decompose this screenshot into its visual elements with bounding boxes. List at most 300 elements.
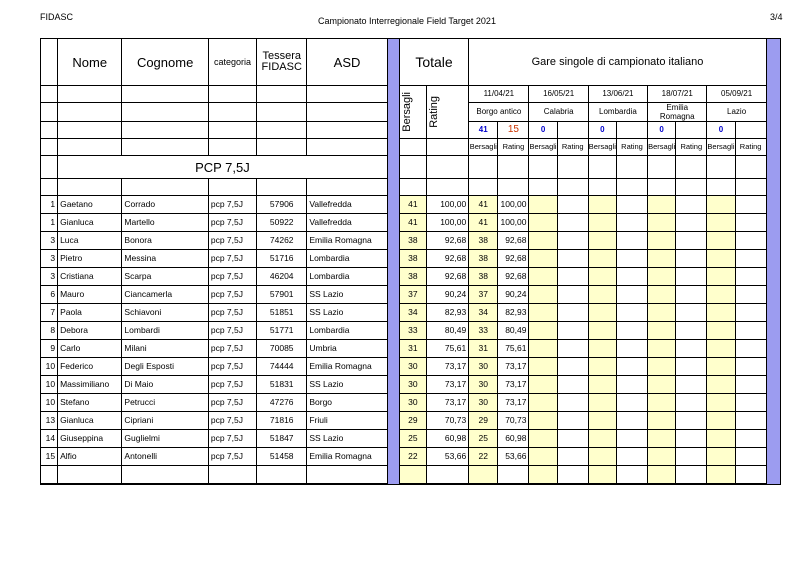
event-rating-cell [616,412,647,430]
club-cell: Lombardia [307,322,387,340]
event-bersagli-cell [529,322,557,340]
totale-bersagli-label: Bersagli [400,92,413,132]
category-cell: pcp 7,5J [208,196,256,214]
event-rating-cell: 100,00 [498,214,529,232]
position-cell: 1 [41,196,58,214]
last-name-cell: Di Maio [122,376,208,394]
event-rating-cell [735,232,766,250]
event-rating-cell [676,430,707,448]
club-cell: Friuli [307,412,387,430]
club-cell: Vallefredda [307,196,387,214]
event-rating-cell: 73,17 [498,358,529,376]
total-rating-cell: 73,17 [426,358,468,376]
total-rating-cell: 92,68 [426,232,468,250]
position-cell: 10 [41,376,58,394]
event-rating-cell [557,394,588,412]
event-rating-cell [676,358,707,376]
event-rating-cell [676,412,707,430]
sub-label-rating: Rating [557,139,588,156]
total-rating-cell: 73,17 [426,394,468,412]
membership-cell: 57906 [257,196,307,214]
position-cell: 3 [41,268,58,286]
event-bersagli-cell [588,448,616,466]
event-rating-cell [616,340,647,358]
sub-label-bersagli: Bersagli [469,139,498,156]
event-rating-cell [616,196,647,214]
event-bersagli-cell [707,322,735,340]
event-rating-cell [616,448,647,466]
event-rating-cell [735,358,766,376]
category-cell: pcp 7,5J [208,412,256,430]
club-cell: Lombardia [307,250,387,268]
event-bersagli-cell [707,358,735,376]
first-name-cell: Carlo [58,340,122,358]
event-bersagli-cell [707,448,735,466]
event-rating-cell [557,340,588,358]
club-cell: SS Lazio [307,286,387,304]
total-rating-cell: 100,00 [426,196,468,214]
event-rating-cell: 92,68 [498,268,529,286]
col-header-totale: Totale [399,39,468,86]
table-row [41,358,781,376]
table-row [41,412,781,430]
event-bersagli-cell [529,340,557,358]
event-bersagli-cell [588,250,616,268]
event-bersagli-cell [648,214,676,232]
event-location: Borgo antico [469,103,529,122]
event-bersagli-count: 0 [529,122,557,139]
total-bersagli-cell: 38 [399,268,426,286]
event-bersagli-cell [648,286,676,304]
totale-rating-label: Rating [427,96,440,128]
event-rating-cell [557,250,588,268]
event-rating-cell [616,322,647,340]
last-name-cell: Bonora [122,232,208,250]
membership-cell: 70085 [257,340,307,358]
first-name-cell: Gaetano [58,196,122,214]
event-bersagli-cell [588,304,616,322]
position-cell: 3 [41,232,58,250]
event-bersagli-cell [529,196,557,214]
event-location: Lombardia [588,103,647,122]
event-bersagli-cell: 38 [469,250,498,268]
event-bersagli-cell: 25 [469,430,498,448]
event-bersagli-count: 41 [469,122,498,139]
event-rating-cell [735,250,766,268]
event-rating-cell [557,358,588,376]
event-bersagli-cell: 29 [469,412,498,430]
event-bersagli-cell: 30 [469,394,498,412]
event-bersagli-cell [529,448,557,466]
event-bersagli-cell [588,232,616,250]
event-rating-cell [735,448,766,466]
event-bersagli-cell [529,412,557,430]
event-bersagli-cell [707,304,735,322]
event-bersagli-cell [588,286,616,304]
position-cell: 8 [41,322,58,340]
category-cell: pcp 7,5J [208,268,256,286]
table-row [41,196,781,214]
event-bersagli-cell [648,250,676,268]
event-rating-cell [735,268,766,286]
event-bersagli-cell: 38 [469,232,498,250]
event-bersagli-cell [648,232,676,250]
event-bersagli-cell [648,196,676,214]
table-row [41,430,781,448]
event-bersagli-cell [707,430,735,448]
event-rating-cell [735,286,766,304]
section-title: PCP 7,5J [58,156,388,179]
event-bersagli-cell [707,340,735,358]
category-cell: pcp 7,5J [208,376,256,394]
sub-label-bersagli: Bersagli [707,139,735,156]
membership-cell: 51771 [257,322,307,340]
total-bersagli-cell: 31 [399,340,426,358]
event-bersagli-cell: 22 [469,448,498,466]
event-rating-cell: 82,93 [498,304,529,322]
position-cell: 7 [41,304,58,322]
event-date: 13/06/21 [588,86,647,103]
category-cell: pcp 7,5J [208,430,256,448]
event-rating-cell [557,376,588,394]
event-bersagli-cell: 41 [469,196,498,214]
event-rating-cell [735,304,766,322]
event-rating-cell [616,376,647,394]
event-rating-cell [676,376,707,394]
membership-cell: 51851 [257,304,307,322]
event-bersagli-cell [648,412,676,430]
event-date: 16/05/21 [529,86,588,103]
event-bersagli-cell [707,394,735,412]
event-bersagli-cell: 30 [469,358,498,376]
event-bersagli-count: 0 [707,122,735,139]
club-cell: Borgo [307,394,387,412]
event-bersagli-cell [707,196,735,214]
event-bersagli-cell [707,376,735,394]
event-bersagli-cell: 31 [469,340,498,358]
event-bersagli-cell [707,250,735,268]
category-cell: pcp 7,5J [208,340,256,358]
total-rating-cell: 60,98 [426,430,468,448]
event-rating-cell [676,322,707,340]
event-rating-cell [676,268,707,286]
club-cell: Vallefredda [307,214,387,232]
table-row [41,250,781,268]
last-name-cell: Scarpa [122,268,208,286]
last-name-cell: Schiavoni [122,304,208,322]
total-bersagli-cell: 38 [399,250,426,268]
event-bersagli-cell [707,232,735,250]
table-row [41,340,781,358]
first-name-cell: Federico [58,358,122,376]
event-bersagli-cell [529,394,557,412]
event-rating-cell [735,340,766,358]
event-bersagli-cell [707,268,735,286]
standings-table [40,38,781,485]
first-name-cell: Paola [58,304,122,322]
event-rating-cell: 75,61 [498,340,529,358]
table-row [41,304,781,322]
event-rating-cell: 70,73 [498,412,529,430]
club-cell: SS Lazio [307,304,387,322]
event-bersagli-cell [529,430,557,448]
club-cell: Umbria [307,340,387,358]
event-rating-cell [735,412,766,430]
event-bersagli-count: 0 [588,122,616,139]
total-bersagli-cell: 33 [399,322,426,340]
event-bersagli-cell [707,286,735,304]
membership-cell: 57901 [257,286,307,304]
event-rating-cell: 90,24 [498,286,529,304]
table-row [41,268,781,286]
header-title: Campionato Interregionale Field Target 2021 [318,16,496,26]
event-rating-cell [735,394,766,412]
event-bersagli-cell [588,340,616,358]
sub-label-rating: Rating [616,139,647,156]
membership-cell: 74262 [257,232,307,250]
first-name-cell: Alfio [58,448,122,466]
table-row [41,322,781,340]
position-cell: 9 [41,340,58,358]
event-rating-cell [557,268,588,286]
event-rating-cell [676,304,707,322]
event-bersagli-cell [648,322,676,340]
first-name-cell: Gianluca [58,214,122,232]
table-row [41,232,781,250]
event-rating-cell [616,394,647,412]
event-rating-cell [557,214,588,232]
event-rating-cell [557,304,588,322]
table-row [41,448,781,466]
category-cell: pcp 7,5J [208,232,256,250]
position-cell: 14 [41,430,58,448]
event-rating-cell [616,286,647,304]
event-rating-cell [676,214,707,232]
event-bersagli-cell [529,268,557,286]
event-bersagli-cell [529,250,557,268]
event-rating-cell [676,340,707,358]
event-bersagli-cell [588,214,616,232]
event-date: 05/09/21 [707,86,766,103]
event-bersagli-cell [588,268,616,286]
event-rating-cell [735,322,766,340]
total-rating-cell: 100,00 [426,214,468,232]
event-bersagli-cell [529,358,557,376]
event-bersagli-cell: 33 [469,322,498,340]
event-rating-cell [557,196,588,214]
event-rating-cell [557,232,588,250]
header-left: FIDASC [40,12,74,22]
last-name-cell: Milani [122,340,208,358]
event-rating-cell [676,250,707,268]
event-bersagli-cell [588,376,616,394]
position-cell: 3 [41,250,58,268]
event-bersagli-cell: 41 [469,214,498,232]
table-row-empty [41,466,781,485]
event-bersagli-cell [588,412,616,430]
first-name-cell: Luca [58,232,122,250]
first-name-cell: Cristiana [58,268,122,286]
event-rating-cell [735,214,766,232]
membership-cell: 51716 [257,250,307,268]
event-rating-cell: 60,98 [498,430,529,448]
club-cell: Emilia Romagna [307,358,387,376]
first-name-cell: Stefano [58,394,122,412]
event-bersagli-cell: 37 [469,286,498,304]
event-rating-cell [616,268,647,286]
total-rating-cell: 75,61 [426,340,468,358]
total-bersagli-cell: 22 [399,448,426,466]
last-name-cell: Corrado [122,196,208,214]
first-name-cell: Massimiliano [58,376,122,394]
last-name-cell: Guglielmi [122,430,208,448]
event-date: 18/07/21 [648,86,707,103]
event-bersagli-cell: 38 [469,268,498,286]
event-bersagli-cell [588,322,616,340]
club-cell: Lombardia [307,268,387,286]
col-header-cognome: Cognome [122,39,208,86]
sub-label-rating: Rating [498,139,529,156]
club-cell: Emilia Romagna [307,448,387,466]
table-row [41,394,781,412]
position-cell: 6 [41,286,58,304]
event-rating-cell [616,214,647,232]
last-name-cell: Cipriani [122,412,208,430]
event-bersagli-cell [648,448,676,466]
event-rating-count: 15 [498,122,529,139]
last-name-cell: Petrucci [122,394,208,412]
event-bersagli-cell [648,430,676,448]
category-cell: pcp 7,5J [208,214,256,232]
total-bersagli-cell: 37 [399,286,426,304]
event-rating-cell: 73,17 [498,394,529,412]
total-rating-cell: 90,24 [426,286,468,304]
event-bersagli-cell [588,196,616,214]
total-bersagli-cell: 41 [399,214,426,232]
total-bersagli-cell: 38 [399,232,426,250]
last-name-cell: Antonelli [122,448,208,466]
col-header-asd: ASD [307,39,387,86]
position-cell: 15 [41,448,58,466]
table-row [41,376,781,394]
category-cell: pcp 7,5J [208,358,256,376]
club-cell: Emilia Romagna [307,232,387,250]
total-rating-cell: 53,66 [426,448,468,466]
membership-cell: 51458 [257,448,307,466]
event-rating-cell [557,286,588,304]
col-header-gare: Gare singole di campionato italiano [469,39,767,86]
event-rating-cell: 73,17 [498,376,529,394]
total-rating-cell: 92,68 [426,268,468,286]
first-name-cell: Pietro [58,250,122,268]
event-rating-cell: 92,68 [498,232,529,250]
sub-label-bersagli: Bersagli [588,139,616,156]
event-rating-cell [735,196,766,214]
total-rating-cell: 92,68 [426,250,468,268]
event-rating-cell [616,358,647,376]
event-bersagli-cell [529,304,557,322]
membership-cell: 47276 [257,394,307,412]
col-header-categoria: categoria [208,39,256,86]
event-rating-cell [735,430,766,448]
total-bersagli-cell: 34 [399,304,426,322]
first-name-cell: Giuseppina [58,430,122,448]
event-location: Calabria [529,103,588,122]
event-date: 11/04/21 [469,86,529,103]
category-cell: pcp 7,5J [208,250,256,268]
event-bersagli-cell [648,268,676,286]
membership-cell: 71816 [257,412,307,430]
total-bersagli-cell: 30 [399,394,426,412]
event-bersagli-count: 0 [648,122,676,139]
first-name-cell: Gianluca [58,412,122,430]
event-rating-cell: 100,00 [498,196,529,214]
sub-label-bersagli: Bersagli [648,139,676,156]
last-name-cell: Ciancamerla [122,286,208,304]
position-cell: 10 [41,358,58,376]
total-rating-cell: 73,17 [426,376,468,394]
position-cell: 13 [41,412,58,430]
category-cell: pcp 7,5J [208,448,256,466]
event-rating-cell: 92,68 [498,250,529,268]
event-location: Lazio [707,103,766,122]
event-bersagli-cell [529,376,557,394]
event-rating-cell [557,448,588,466]
membership-cell: 50922 [257,214,307,232]
sub-label-bersagli: Bersagli [529,139,557,156]
event-bersagli-cell [648,376,676,394]
event-bersagli-cell [648,358,676,376]
first-name-cell: Mauro [58,286,122,304]
last-name-cell: Lombardi [122,322,208,340]
membership-cell: 51831 [257,376,307,394]
event-bersagli-cell [588,358,616,376]
event-rating-cell [557,430,588,448]
total-bersagli-cell: 30 [399,358,426,376]
table-row [41,214,781,232]
event-rating-cell [557,412,588,430]
table-row [41,286,781,304]
category-cell: pcp 7,5J [208,322,256,340]
event-rating-cell [676,286,707,304]
total-rating-cell: 70,73 [426,412,468,430]
event-bersagli-cell [707,214,735,232]
position-cell: 1 [41,214,58,232]
last-name-cell: Messina [122,250,208,268]
event-bersagli-cell [707,412,735,430]
event-bersagli-cell: 30 [469,376,498,394]
event-bersagli-cell [529,232,557,250]
last-name-cell: Degli Esposti [122,358,208,376]
col-header-nome: Nome [58,39,122,86]
club-cell: SS Lazio [307,376,387,394]
page-number: 3/4 [770,12,783,22]
event-rating-cell [676,448,707,466]
event-rating-cell: 80,49 [498,322,529,340]
category-cell: pcp 7,5J [208,304,256,322]
event-rating-cell [616,232,647,250]
event-rating-cell [676,394,707,412]
event-rating-cell [557,322,588,340]
event-bersagli-cell: 34 [469,304,498,322]
total-bersagli-cell: 41 [399,196,426,214]
event-bersagli-cell [648,340,676,358]
event-rating-cell [616,304,647,322]
event-bersagli-cell [588,430,616,448]
total-bersagli-cell: 25 [399,430,426,448]
event-rating-cell [676,232,707,250]
club-cell: SS Lazio [307,430,387,448]
